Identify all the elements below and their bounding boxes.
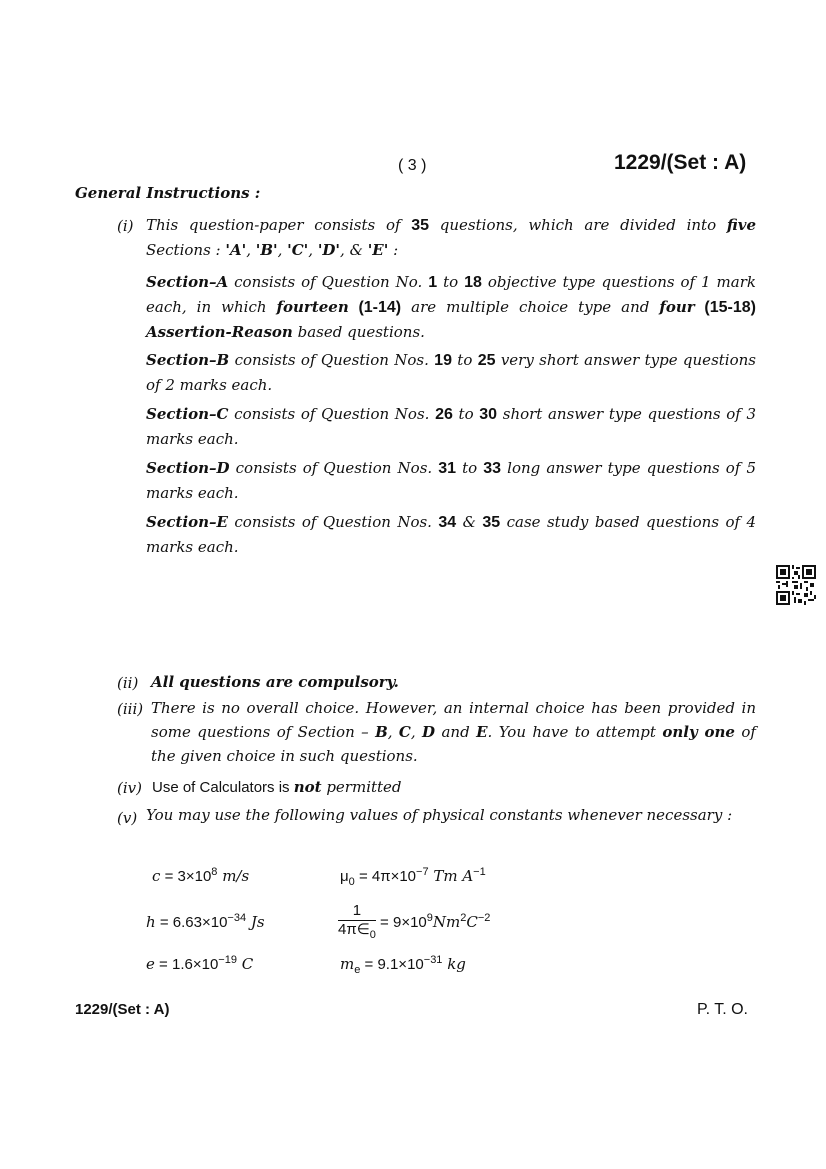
coulomb-fraction: $\frac{1}{4\pi\in_0}$ <box>338 902 376 941</box>
section-e-description: Section–E consists of Question Nos. 34 & 35 case study based questions of 4 marks each. <box>146 513 756 556</box>
instruction-ii: All questions are compulsory. <box>151 673 399 691</box>
footer-paper-code: 1229/(Set : A) <box>75 1001 170 1018</box>
item-marker-v: (v) <box>117 809 138 827</box>
section-d-description: Section–D consists of Question Nos. 31 to 33 long answer type questions of 5 marks each. <box>146 459 757 502</box>
section-b-description: Section–B consists of Question Nos. 19 to 25 very short answer type questions of 2 marks each. <box>146 351 756 394</box>
footer-pto: P. T. O. <box>697 1001 748 1018</box>
qr-code <box>776 565 816 605</box>
instruction-iii: There is no overall choice. However, an internal choice has been provided in some questions of Section – B, C, D and E. You have to attempt only one of the given choice in such questions. <box>151 699 756 765</box>
constant-electron-charge: $e = 1.6\times 10^{-19}$ C <box>146 954 254 973</box>
constant-electron-mass: $m_e = 9.1\times 10^{-31}$ kg <box>340 954 466 976</box>
page-number: ( 3 ) <box>398 157 427 174</box>
constant-permeability: $\mu_0 = 4\pi\times 10^{-7}$ Tm $A^{-1}$ <box>340 866 486 888</box>
section-a-description: Section–A consists of Question No. 1 to 18 objective type questions of 1 mark each, in which fourteen (1-14) are multiple choice type and four (15-18) Assertion-Reason based questions. <box>146 273 756 341</box>
item-marker-iii: (iii) <box>117 700 144 718</box>
constant-planck: $h = 6.63\times 10^{-34}$ Js <box>146 912 265 931</box>
constant-coulomb: $\frac{1}{4\pi\in_0}$ = $9\times 10^9Nm^2C^{-2}$ <box>338 902 490 944</box>
item-marker-i: (i) <box>117 217 134 235</box>
item-marker-iv: (iv) <box>117 779 142 797</box>
section-c-description: Section–C consists of Question Nos. 26 to 30 short answer type questions of 3 marks each. <box>146 405 756 448</box>
instruction-v: You may use the following values of physical constants whenever necessary : <box>146 806 733 824</box>
constant-speed-of-light: $c = 3\times 10^8$ m/s <box>152 866 250 885</box>
header-paper-code: 1229/(Set : A) <box>614 151 747 174</box>
instruction-iv: Use of Calculators is not permitted <box>152 778 402 796</box>
item-marker-ii: (ii) <box>117 674 139 692</box>
general-instructions-heading: General Instructions : <box>75 184 261 202</box>
instruction-i: This question-paper consists of 35 questions, which are divided into five Sections : 'A', 'B', 'C', 'D', & 'E' : <box>146 216 756 259</box>
